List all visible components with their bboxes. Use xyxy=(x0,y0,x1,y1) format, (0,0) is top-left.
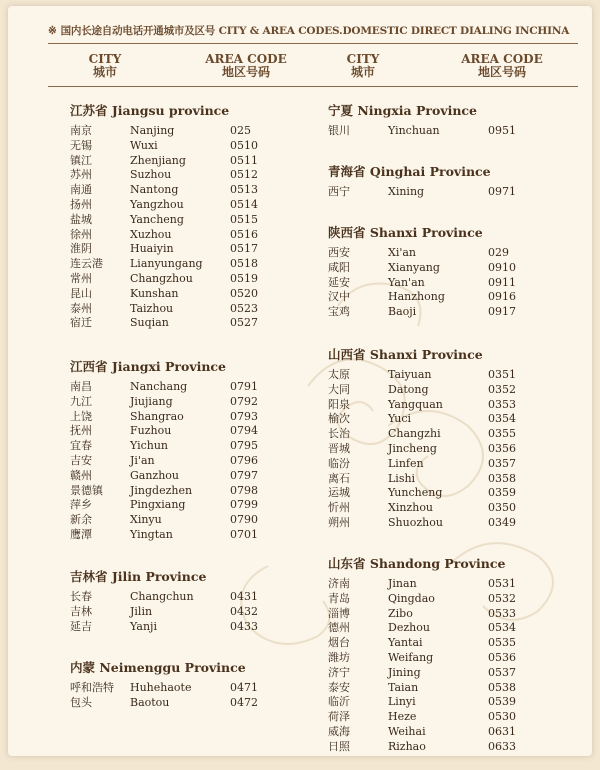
city-row xyxy=(328,592,538,607)
city-name-zh: 淮阴 xyxy=(70,242,92,256)
city-name-zh: 德州 xyxy=(328,621,350,635)
area-code: 0917 xyxy=(488,305,516,319)
city-name-en: Kunshan xyxy=(130,286,179,300)
city-row xyxy=(328,666,538,681)
city-name-en: Xianyang xyxy=(388,260,440,274)
area-code: 0432 xyxy=(230,604,258,618)
city-name-zh: 潍坊 xyxy=(328,650,350,664)
area-code: 0517 xyxy=(230,242,258,256)
page-title xyxy=(48,23,568,43)
province-title: 江苏省 Jiangsu province xyxy=(70,103,230,118)
city-name-en: Xinyu xyxy=(130,513,162,527)
city-name-zh: 包头 xyxy=(70,695,92,709)
city-name-en: Jilin xyxy=(130,604,153,618)
city-name-en: Yanji xyxy=(130,619,157,633)
city-name-en: Yuci xyxy=(388,412,412,426)
city-name-zh: 九江 xyxy=(70,394,92,408)
province-title: 山西省 Shanxi Province xyxy=(328,347,483,362)
area-code: 0535 xyxy=(488,636,516,650)
city-name-zh: 长治 xyxy=(328,427,350,441)
area-code: 0350 xyxy=(488,501,516,515)
province-section-jiangxi xyxy=(70,358,280,543)
city-name-en: Fuzhou xyxy=(130,424,172,438)
city-row xyxy=(70,213,280,228)
city-name-zh: 泰州 xyxy=(70,301,92,315)
city-row xyxy=(328,636,538,651)
area-code: 0795 xyxy=(230,439,258,453)
city-name-zh: 榆次 xyxy=(328,412,350,426)
city-row xyxy=(328,290,538,305)
area-code: 0797 xyxy=(230,468,258,482)
province-section-shaanxi xyxy=(328,224,538,320)
area-code: 0511 xyxy=(230,153,258,167)
city-row xyxy=(70,484,280,499)
city-name-zh: 咸阳 xyxy=(328,260,350,274)
city-name-en: Lianyungang xyxy=(130,257,203,271)
header-rule xyxy=(48,43,578,44)
city-name-zh: 鹰潭 xyxy=(70,527,92,541)
city-list xyxy=(70,681,280,711)
city-name-en: Linyi xyxy=(388,695,416,709)
area-code: 0794 xyxy=(230,424,258,438)
area-code: 0353 xyxy=(488,397,516,411)
area-code: 0351 xyxy=(488,368,516,381)
city-name-en: Ji'an xyxy=(130,453,155,467)
city-name-zh: 青岛 xyxy=(328,591,350,605)
city-name-en: Weihai xyxy=(388,724,426,738)
city-row xyxy=(70,620,280,635)
city-row xyxy=(328,368,538,383)
city-row xyxy=(328,710,538,725)
city-name-en: Yangzhou xyxy=(130,197,184,211)
area-code: 0510 xyxy=(230,138,258,152)
city-name-en: Nanjing xyxy=(130,124,175,137)
city-row xyxy=(70,154,280,169)
area-code: 0431 xyxy=(230,590,258,603)
area-code: 0910 xyxy=(488,260,516,274)
city-name-zh: 汉中 xyxy=(328,290,350,304)
city-row xyxy=(328,651,538,666)
city-row xyxy=(70,681,280,696)
province-section-shandong xyxy=(328,555,538,755)
city-name-zh: 延吉 xyxy=(70,619,92,633)
directory-page xyxy=(8,6,592,756)
area-code: 0515 xyxy=(230,212,258,226)
city-name-zh: 临汾 xyxy=(328,456,350,470)
city-name-en: Yingtan xyxy=(130,527,173,541)
province-title: 江西省 Jiangxi Province xyxy=(70,359,226,374)
city-name-zh: 南通 xyxy=(70,183,92,197)
city-row xyxy=(328,412,538,427)
city-name-en: Yichun xyxy=(130,439,169,453)
city-row xyxy=(70,380,280,395)
city-row xyxy=(328,185,538,200)
city-row xyxy=(328,501,538,516)
city-row xyxy=(328,472,538,487)
code-header-zh: 地区号码 xyxy=(221,65,270,79)
city-name-en: Shangrao xyxy=(130,409,184,423)
city-name-zh: 宿迁 xyxy=(70,316,92,330)
city-name-zh: 宝鸡 xyxy=(328,305,350,319)
city-name-en: Nanchang xyxy=(130,380,188,393)
city-name-en: Jiujiang xyxy=(130,394,173,408)
area-code: 0537 xyxy=(488,665,516,679)
province-title: 内蒙 Neimenggu Province xyxy=(70,660,246,675)
city-row xyxy=(70,454,280,469)
city-name-en: Datong xyxy=(388,382,429,396)
area-code: 0971 xyxy=(488,185,516,198)
city-name-en: Suzhou xyxy=(130,168,172,182)
city-name-en: Changzhi xyxy=(388,427,441,441)
city-row xyxy=(70,242,280,257)
city-name-en: Suqian xyxy=(130,316,169,330)
city-row xyxy=(328,740,538,755)
city-row xyxy=(328,398,538,413)
page-title-text: 国内长途自动电话开通城市及区号 CITY & AREA CODES.DOMESTIC DIRECT DIALING INCHINA xyxy=(60,25,570,37)
city-name-zh: 南京 xyxy=(70,124,92,137)
area-code: 0472 xyxy=(230,695,258,709)
city-name-zh: 西安 xyxy=(328,246,350,259)
city-name-en: Xuzhou xyxy=(130,227,172,241)
city-row xyxy=(328,486,538,501)
city-row xyxy=(70,498,280,513)
city-name-zh: 离石 xyxy=(328,471,350,485)
city-row xyxy=(70,183,280,198)
city-name-zh: 吉安 xyxy=(70,453,92,467)
city-list xyxy=(70,124,280,331)
area-code: 0531 xyxy=(488,577,516,590)
city-row xyxy=(328,681,538,696)
city-row xyxy=(328,305,538,320)
city-name-zh: 日照 xyxy=(328,739,350,753)
city-name-en: Yantai xyxy=(388,636,423,650)
city-header-en: CITY xyxy=(88,52,122,66)
city-name-zh: 无锡 xyxy=(70,138,92,152)
city-name-zh: 泰安 xyxy=(328,680,350,694)
city-name-zh: 萍乡 xyxy=(70,498,92,512)
area-code: 0911 xyxy=(488,275,516,289)
city-row xyxy=(328,261,538,276)
province-section-ningxia xyxy=(328,102,538,139)
city-name-zh: 临沂 xyxy=(328,695,350,709)
area-code: 0916 xyxy=(488,290,516,304)
city-name-en: Nantong xyxy=(130,183,179,197)
city-name-zh: 宜春 xyxy=(70,439,92,453)
city-name-zh: 大同 xyxy=(328,382,350,396)
city-row xyxy=(70,198,280,213)
city-name-zh: 淄博 xyxy=(328,606,350,620)
city-name-en: Rizhao xyxy=(388,739,426,753)
city-name-en: Xining xyxy=(388,185,425,198)
city-name-zh: 济南 xyxy=(328,577,350,590)
city-row xyxy=(70,395,280,410)
city-name-en: Baotou xyxy=(130,695,170,709)
city-name-zh: 太原 xyxy=(328,368,350,381)
city-name-zh: 上饶 xyxy=(70,409,92,423)
city-row xyxy=(328,457,538,472)
area-code: 0798 xyxy=(230,483,258,497)
area-code: 0701 xyxy=(230,527,258,541)
area-code: 0354 xyxy=(488,412,516,426)
area-code: 0796 xyxy=(230,453,258,467)
city-row xyxy=(70,287,280,302)
city-name-zh: 苏州 xyxy=(70,168,92,182)
city-row xyxy=(70,124,280,139)
city-name-zh: 西宁 xyxy=(328,185,350,198)
city-name-zh: 镇江 xyxy=(70,153,92,167)
city-name-zh: 济宁 xyxy=(328,665,350,679)
city-row xyxy=(328,246,538,261)
city-name-en: Yuncheng xyxy=(388,486,443,500)
city-name-en: Taizhou xyxy=(130,301,174,315)
province-title: 宁夏 Ningxia Province xyxy=(328,103,477,118)
city-row xyxy=(70,696,280,711)
city-row xyxy=(70,168,280,183)
city-name-zh: 忻州 xyxy=(328,501,350,515)
city-row xyxy=(70,528,280,543)
area-code: 0514 xyxy=(230,197,258,211)
city-name-en: Yan'an xyxy=(388,275,425,289)
city-name-en: Xinzhou xyxy=(388,501,434,515)
city-list xyxy=(328,246,538,320)
city-name-en: Changchun xyxy=(130,590,194,603)
city-name-en: Ganzhou xyxy=(130,468,180,482)
area-code: 0792 xyxy=(230,394,258,408)
city-row xyxy=(70,410,280,425)
area-code: 0523 xyxy=(230,301,258,315)
area-code: 0790 xyxy=(230,513,258,527)
area-code: 0513 xyxy=(230,183,258,197)
code-header-en: AREA CODE xyxy=(461,52,543,66)
area-code: 0527 xyxy=(230,316,258,330)
area-code: 0799 xyxy=(230,498,258,512)
city-name-zh: 长春 xyxy=(70,590,92,603)
reference-mark: ※ xyxy=(48,25,57,37)
area-code: 0533 xyxy=(488,606,516,620)
city-row xyxy=(328,621,538,636)
city-name-zh: 延安 xyxy=(328,275,350,289)
area-code: 0536 xyxy=(488,650,516,664)
city-row xyxy=(328,725,538,740)
city-name-zh: 扬州 xyxy=(70,197,92,211)
area-code: 0357 xyxy=(488,456,516,470)
city-row xyxy=(328,442,538,457)
area-code: 0539 xyxy=(488,695,516,709)
area-code: 0433 xyxy=(230,619,258,633)
city-name-zh: 呼和浩特 xyxy=(70,681,114,694)
city-row xyxy=(70,439,280,454)
area-code: 0791 xyxy=(230,380,258,393)
city-header-zh: 城市 xyxy=(92,65,117,79)
area-code: 0349 xyxy=(488,515,516,529)
city-name-en: Weifang xyxy=(388,650,434,664)
city-name-zh: 威海 xyxy=(328,724,350,738)
city-row xyxy=(328,276,538,291)
area-code: 0356 xyxy=(488,441,516,455)
city-column-header-right xyxy=(328,53,398,79)
city-list xyxy=(328,124,538,139)
city-name-en: Baoji xyxy=(388,305,417,319)
city-name-en: Xi'an xyxy=(388,246,417,259)
city-name-en: Yancheng xyxy=(130,212,184,226)
area-code: 0633 xyxy=(488,739,516,753)
city-row xyxy=(328,577,538,592)
city-name-zh: 运城 xyxy=(328,486,350,500)
city-row xyxy=(70,228,280,243)
city-name-zh: 徐州 xyxy=(70,227,92,241)
city-name-zh: 赣州 xyxy=(70,468,92,482)
city-name-zh: 烟台 xyxy=(328,636,350,650)
city-name-en: Zibo xyxy=(388,606,413,620)
city-list xyxy=(328,577,538,755)
province-title: 吉林省 Jilin Province xyxy=(70,569,207,584)
province-section-jilin xyxy=(70,568,280,634)
province-section-shanxi xyxy=(328,346,538,531)
area-code: 0519 xyxy=(230,271,258,285)
city-row xyxy=(328,124,538,139)
city-name-en: Huhehaote xyxy=(130,681,192,694)
city-row xyxy=(70,272,280,287)
province-section-neimenggu xyxy=(70,659,280,711)
city-name-en: Lishi xyxy=(388,471,416,485)
city-list xyxy=(328,368,538,531)
city-header-en: CITY xyxy=(346,52,380,66)
area-code: 0631 xyxy=(488,724,516,738)
area-code: 0352 xyxy=(488,382,516,396)
province-title: 青海省 Qinghai Province xyxy=(328,164,491,179)
area-code: 0951 xyxy=(488,124,516,137)
city-name-zh: 连云港 xyxy=(70,257,103,271)
city-row xyxy=(328,516,538,531)
city-row xyxy=(70,316,280,331)
area-code: 0538 xyxy=(488,680,516,694)
city-column-header-left xyxy=(70,53,140,79)
area-code: 0534 xyxy=(488,621,516,635)
city-name-zh: 朔州 xyxy=(328,515,350,529)
city-name-en: Jincheng xyxy=(388,441,437,455)
city-name-en: Changzhou xyxy=(130,271,193,285)
city-name-zh: 常州 xyxy=(70,271,92,285)
city-row xyxy=(328,607,538,622)
city-name-en: Yangquan xyxy=(388,397,443,411)
city-name-en: Shuozhou xyxy=(388,515,443,529)
city-row xyxy=(70,590,280,605)
area-code: 0516 xyxy=(230,227,258,241)
city-row xyxy=(70,257,280,272)
province-title: 陕西省 Shanxi Province xyxy=(328,225,483,240)
city-name-en: Pingxiang xyxy=(130,498,186,512)
city-name-zh: 抚州 xyxy=(70,424,92,438)
city-row xyxy=(70,302,280,317)
city-row xyxy=(70,513,280,528)
code-header-en: AREA CODE xyxy=(205,52,287,66)
city-header-zh: 城市 xyxy=(350,65,375,79)
city-name-en: Zhenjiang xyxy=(130,153,186,167)
city-name-zh: 荷泽 xyxy=(328,710,350,724)
city-name-en: Yinchuan xyxy=(388,124,440,137)
city-name-zh: 吉林 xyxy=(70,604,92,618)
area-code: 0518 xyxy=(230,257,258,271)
province-section-jiangsu xyxy=(70,102,280,331)
area-code: 0793 xyxy=(230,409,258,423)
area-code: 029 xyxy=(488,246,509,259)
city-name-en: Heze xyxy=(388,710,417,724)
area-code: 0471 xyxy=(230,681,258,694)
city-name-zh: 新余 xyxy=(70,513,92,527)
city-name-en: Huaiyin xyxy=(130,242,174,256)
province-title: 山东省 Shandong Province xyxy=(328,556,506,571)
city-name-zh: 景德镇 xyxy=(70,483,103,497)
city-list xyxy=(70,380,280,543)
city-name-en: Jinan xyxy=(388,577,417,590)
city-name-en: Jining xyxy=(388,665,421,679)
area-code: 0520 xyxy=(230,286,258,300)
city-name-en: Dezhou xyxy=(388,621,430,635)
area-code: 0358 xyxy=(488,471,516,485)
city-row xyxy=(70,469,280,484)
city-name-en: Taiyuan xyxy=(388,368,432,381)
city-name-zh: 盐城 xyxy=(70,212,92,226)
code-header-zh: 地区号码 xyxy=(477,65,526,79)
column-header-rule xyxy=(48,86,578,87)
area-code: 0530 xyxy=(488,710,516,724)
city-row xyxy=(70,424,280,439)
city-name-en: Linfen xyxy=(388,456,424,470)
city-name-en: Wuxi xyxy=(130,138,158,152)
area-code: 025 xyxy=(230,124,251,137)
area-code: 0512 xyxy=(230,168,258,182)
city-name-zh: 南昌 xyxy=(70,380,92,393)
area-code: 0532 xyxy=(488,591,516,605)
city-name-en: Jingdezhen xyxy=(130,483,193,497)
city-list xyxy=(70,590,280,634)
city-row xyxy=(328,427,538,442)
city-name-en: Hanzhong xyxy=(388,290,445,304)
city-name-en: Taian xyxy=(388,680,419,694)
city-name-zh: 晋城 xyxy=(328,441,350,455)
code-column-header-right xyxy=(452,53,552,79)
code-column-header-left xyxy=(196,53,296,79)
city-name-en: Qingdao xyxy=(388,591,435,605)
city-row xyxy=(70,605,280,620)
city-row xyxy=(328,695,538,710)
province-section-qinghai xyxy=(328,163,538,200)
city-list xyxy=(328,185,538,200)
city-row xyxy=(328,383,538,398)
city-row xyxy=(70,139,280,154)
area-code: 0355 xyxy=(488,427,516,441)
city-name-zh: 阳泉 xyxy=(328,397,350,411)
city-name-zh: 银川 xyxy=(328,124,350,137)
city-name-zh: 昆山 xyxy=(70,286,92,300)
area-code: 0359 xyxy=(488,486,516,500)
